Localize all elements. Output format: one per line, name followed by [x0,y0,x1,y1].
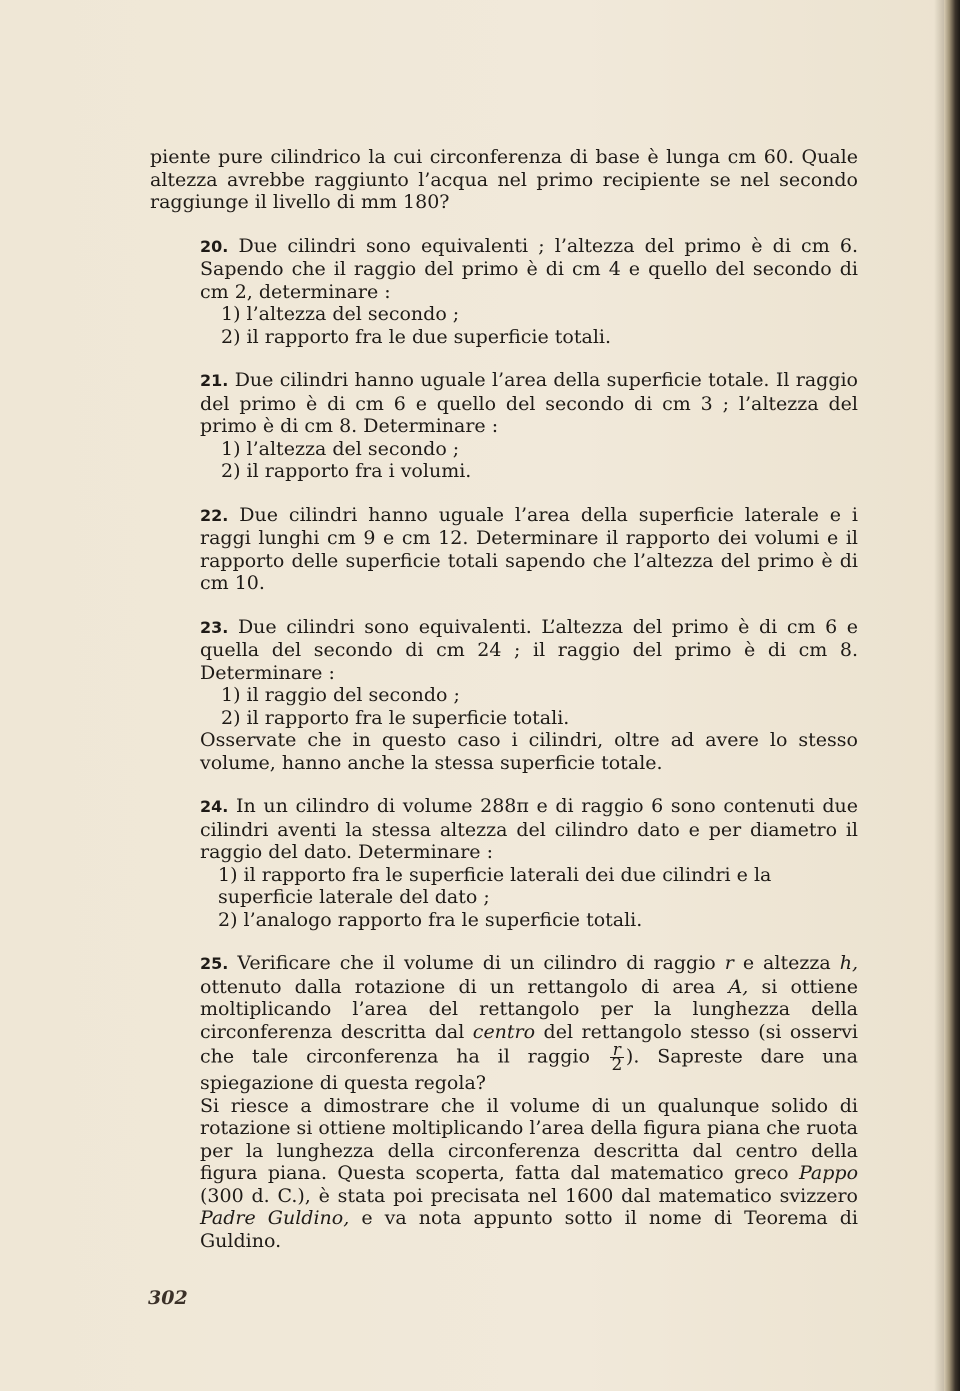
exercise-number: 22. [200,505,229,525]
exercise-22 [150,504,858,595]
exercise-item: 1) il raggio del secondo ; [221,684,460,706]
fraction-numerator: r [610,1043,624,1058]
exercise-text: Verificare che il volume di un cilindro di raggio [237,952,716,974]
fraction-r-over-2 [610,1040,624,1075]
exercise-item: 1) il rapporto fra le superficie laterali dei due cilindri e la superficie laterale del dato ; [218,863,772,908]
exercise-20 [150,235,858,304]
variable-a: A, [728,975,749,998]
variable-r: r [724,952,734,974]
exercise-item: 1) l’altezza del secondo ; [221,303,460,325]
exercise-text: si ottiene moltiplicando l’area del rettangolo per la lunghezza della circonferenza descritta dal [200,975,858,1043]
exercise-item: 2) il rapporto fra le due superficie totali. [221,325,612,348]
exercise-item: 2) l’analogo rapporto fra le superficie totali. [218,908,643,931]
exercise-number: 21. [200,371,229,390]
exercise-item: 2) il rapporto fra i volumi. [221,460,472,482]
exercise-number: 20. [200,236,229,256]
name-pappo: Pappo [798,1162,859,1184]
exercise-text: e altezza [742,952,831,974]
emphasis-centro: centro [472,1020,536,1043]
exercise-24 [150,795,858,864]
page-edge-shadow [934,0,944,1391]
exercise-25 [150,952,858,1095]
paragraph-continuation: piente pure cilindrico la cui circonferenza di base è lunga cm 60. Quale altezza avrebbe raggiunto l’acqua nel primo recipiente se nel secondo raggiunge il livello di mm 180? [150,146,858,213]
exercise-text: In un cilindro di volume 288π e di raggio 6 sono contenuti due cilindri aventi la stessa altezza del cilindro dato e per diametro il raggio del dato. Determinare : [200,795,859,863]
exercise-23 [150,616,858,685]
name-guldino: Padre Guldino, [200,1207,350,1229]
exercise-number: 23. [200,617,229,637]
exercise-text: Due cilindri hanno uguale l’area della superficie totale. Il raggio del primo è di cm 6 e quello del secondo di cm 3 ; l’altezza del primo è di cm 8. Determinare : [200,369,858,437]
exercise-observation: Osservate che in questo caso i cilindri, oltre ad avere lo stesso volume, hanno anche la stessa superficie totale. [200,729,858,774]
exercise-remark [150,1095,858,1253]
exercise-item: 1) l’altezza del secondo ; [221,437,460,460]
variable-h: h, [839,952,858,974]
exercise-text: e va nota appunto sotto il nome di Teorema di Guldino. [200,1207,858,1252]
exercise-text: Due cilindri hanno uguale l’area della superficie laterale e i raggi lunghi cm 9 e cm 12. Determinare il rapporto dei volumi e il rapporto delle superficie totali sapendo che l’altezza del primo è di cm 10. [200,503,858,594]
exercise-text: Si riesce a dimostrare che il volume di un qualunque solido di rotazione si ottiene moltiplicando l’area della figura piana che ruota per la lunghezza della circonferenza descritta dal centro della figura piana. Questa scoperta, fatta dal matematico greco [200,1094,858,1184]
exercise-item: 2) il rapporto fra le superficie totali. [221,706,570,729]
book-spine-edge [944,0,960,1391]
exercise-21 [150,369,858,438]
page-number: 302 [148,1287,188,1309]
exercise-number: 25. [200,954,229,973]
exercise-text: (300 d. C.), è stata poi precisata nel 1600 dal matematico svizzero [200,1184,858,1207]
exercise-number: 24. [200,797,229,816]
exercise-text: Due cilindri sono equivalenti. L’altezza del primo è di cm 6 e quella del secondo di cm 24 ; il raggio del primo è di cm 8. Determinare : [200,615,858,684]
fraction-denominator: 2 [611,1055,623,1075]
exercise-text: Due cilindri sono equivalenti ; l’altezza del primo è di cm 6. Sapendo che il raggio del primo è di cm 4 e quello del secondo di cm 2, determinare : [200,234,858,303]
exercise-text: ). Sapreste dare una spiegazione di questa regola? [200,1045,859,1094]
exercise-text: del rettangolo stesso (si osservi che tale circonferenza ha il raggio [200,1020,859,1068]
exercise-text: ottenuto dalla rotazione di un rettangolo di area [200,975,716,998]
page-text [150,146,858,1252]
